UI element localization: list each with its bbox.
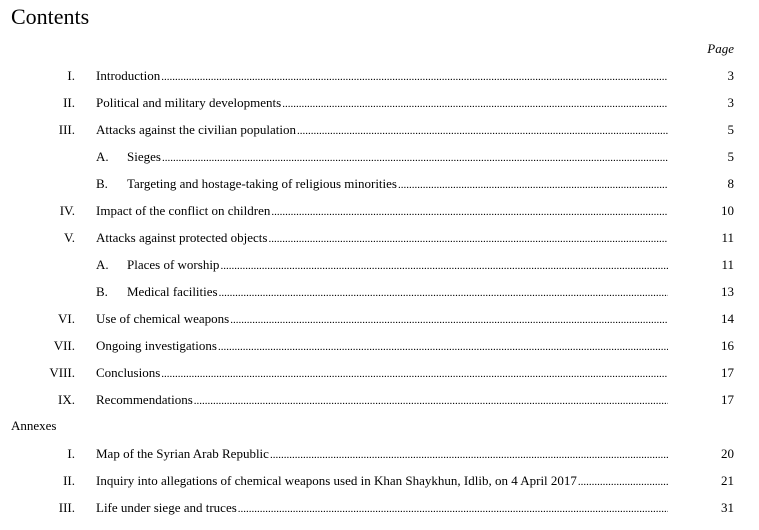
toc-entry-page: 11 <box>721 230 734 245</box>
toc-entry-political-military[interactable] <box>0 94 759 112</box>
toc-entry-page: 3 <box>727 68 734 83</box>
leader-dots <box>229 311 668 329</box>
toc-entry-number: VI. <box>58 311 75 326</box>
toc-entry-page: 5 <box>727 122 734 137</box>
leader-dots <box>217 338 668 356</box>
leader-dots <box>160 68 668 86</box>
toc-entry-title[interactable]: Medical facilities <box>127 284 218 299</box>
toc-entry-number: VII. <box>53 338 75 353</box>
toc-entry-number: IV. <box>59 203 75 218</box>
annex-entry-number: II. <box>63 473 75 488</box>
toc-entry-number: VIII. <box>49 365 75 380</box>
leader-dots <box>269 446 668 464</box>
toc-entry-page: 3 <box>727 95 734 110</box>
page-title: Contents <box>11 4 90 29</box>
toc-entry-title[interactable]: Attacks against protected objects <box>96 230 268 245</box>
leader-dots <box>219 257 668 275</box>
toc-entry-title[interactable]: Impact of the conflict on children <box>96 203 271 218</box>
toc-subentry-religious-minorities[interactable] <box>0 175 759 193</box>
page-column-header: Page <box>707 41 734 56</box>
toc-entry-page: 5 <box>727 149 734 164</box>
toc-entry-conclusions[interactable] <box>0 364 759 382</box>
toc-entry-number: II. <box>63 95 75 110</box>
toc-entry-title[interactable]: Places of worship <box>127 257 220 272</box>
toc-entry-number: IX. <box>58 392 75 407</box>
toc-subentry-medical-facilities[interactable] <box>0 283 759 301</box>
annex-entry-khan-shaykhun[interactable] <box>0 472 759 490</box>
leader-dots <box>161 149 668 167</box>
toc-entry-title[interactable]: Political and military developments <box>96 95 282 110</box>
annex-entry-title[interactable]: Map of the Syrian Arab Republic <box>96 446 269 461</box>
toc-entry-page: 10 <box>721 203 734 218</box>
toc-entry-chemical-weapons[interactable] <box>0 310 759 328</box>
leader-dots <box>218 284 668 302</box>
toc-subentry-letter: B. <box>96 176 108 191</box>
toc-entry-title[interactable]: Recommendations <box>96 392 193 407</box>
leader-dots <box>577 473 668 491</box>
annex-entry-life-under-siege[interactable] <box>0 499 759 517</box>
toc-entry-title[interactable]: Introduction <box>96 68 161 83</box>
annexes-heading: Annexes <box>11 418 57 433</box>
toc-entry-page: 11 <box>721 257 734 272</box>
toc-entry-page: 16 <box>721 338 734 353</box>
annex-entry-number: III. <box>58 500 75 515</box>
toc-entry-introduction[interactable] <box>0 67 759 85</box>
annex-entry-page: 21 <box>721 473 734 488</box>
toc-entry-title[interactable]: Conclusions <box>96 365 161 380</box>
toc-subentry-places-worship[interactable] <box>0 256 759 274</box>
toc-entry-page: 17 <box>721 365 734 380</box>
toc-entry-title[interactable]: Use of chemical weapons <box>96 311 230 326</box>
toc-entry-ongoing-investigations[interactable] <box>0 337 759 355</box>
leader-dots <box>237 500 668 518</box>
toc-entry-title[interactable]: Targeting and hostage-taking of religious minorities <box>127 176 397 191</box>
leader-dots <box>296 122 668 140</box>
toc-entry-page: 14 <box>721 311 734 326</box>
toc-entry-number: V. <box>64 230 75 245</box>
toc-subentry-letter: A. <box>96 149 109 164</box>
leader-dots <box>193 392 668 410</box>
toc-subentry-sieges[interactable] <box>0 148 759 166</box>
toc-entry-number: III. <box>58 122 75 137</box>
toc-subentry-letter: A. <box>96 257 109 272</box>
toc-entry-number: I. <box>67 68 75 83</box>
toc-entry-page: 13 <box>721 284 734 299</box>
annex-entry-page: 20 <box>721 446 734 461</box>
annex-entry-title[interactable]: Life under siege and truces <box>96 500 237 515</box>
toc-entry-title[interactable]: Attacks against the civilian population <box>96 122 297 137</box>
annex-entry-map[interactable] <box>0 445 759 463</box>
toc-subentry-letter: B. <box>96 284 108 299</box>
leader-dots <box>397 176 668 194</box>
toc-entry-impact-children[interactable] <box>0 202 759 220</box>
toc-entry-attacks-civilian[interactable] <box>0 121 759 139</box>
toc-entry-page: 17 <box>721 392 734 407</box>
annex-entry-page: 31 <box>721 500 734 515</box>
leader-dots <box>160 365 668 383</box>
leader-dots <box>281 95 668 113</box>
leader-dots <box>267 230 668 248</box>
annex-entry-title[interactable]: Inquiry into allegations of chemical weapons used in Khan Shaykhun, Idlib, on 4 April 2017 <box>96 473 577 488</box>
toc-entry-title[interactable]: Sieges <box>127 149 161 164</box>
toc-entry-recommendations[interactable] <box>0 391 759 409</box>
toc-entry-page: 8 <box>727 176 734 191</box>
leader-dots <box>270 203 668 221</box>
toc-entry-title[interactable]: Ongoing investigations <box>96 338 217 353</box>
toc-entry-protected-objects[interactable] <box>0 229 759 247</box>
annex-entry-number: I. <box>67 446 75 461</box>
